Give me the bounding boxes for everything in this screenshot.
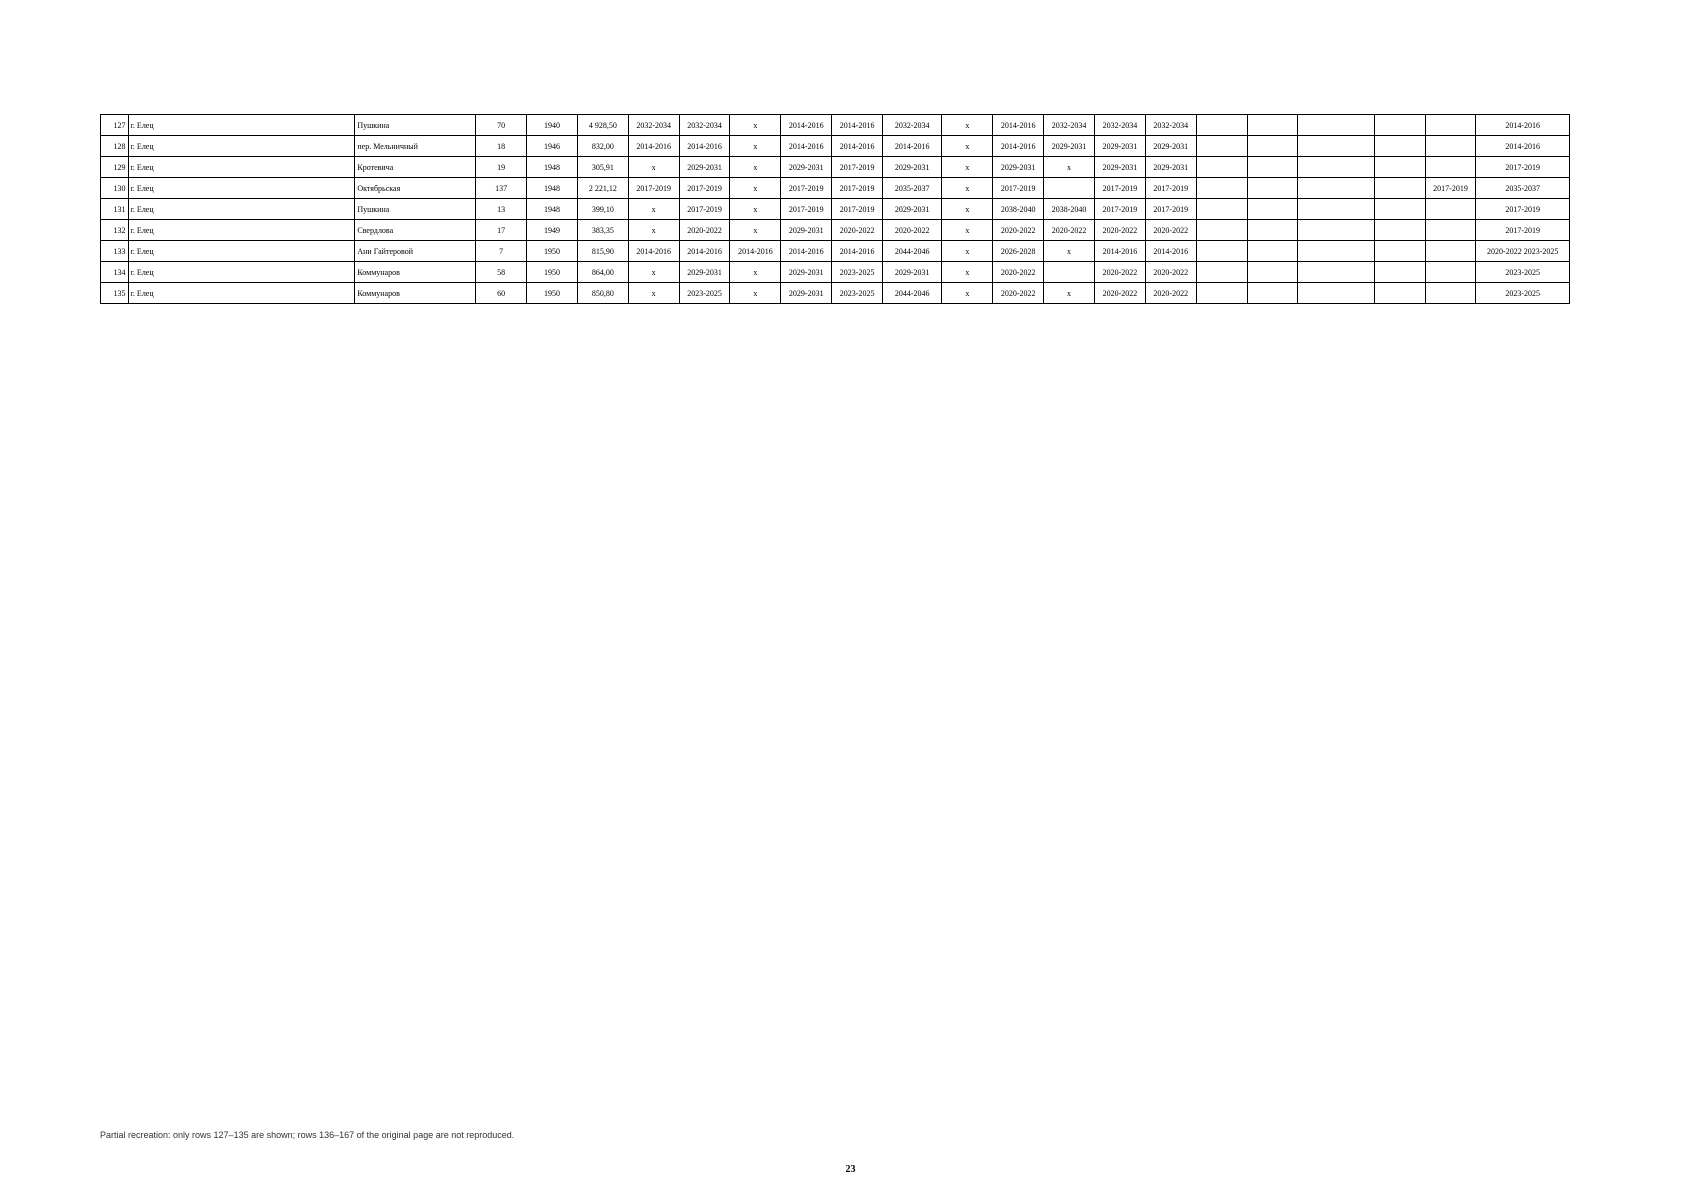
table-cell: 383,35 bbox=[577, 220, 628, 241]
table-cell: Ани Гайтеровой bbox=[355, 241, 476, 262]
table-cell: x bbox=[628, 199, 679, 220]
table-cell: 2017-2019 bbox=[832, 157, 883, 178]
table-cell: 2017-2019 bbox=[993, 178, 1044, 199]
table-cell bbox=[1425, 283, 1476, 304]
table-cell bbox=[1247, 241, 1298, 262]
table-row bbox=[101, 178, 1570, 199]
table-cell bbox=[1044, 178, 1095, 199]
table-cell: 2038-2040 bbox=[993, 199, 1044, 220]
table-cell bbox=[1196, 241, 1247, 262]
table-cell bbox=[1425, 136, 1476, 157]
table-cell: x bbox=[942, 220, 993, 241]
table-cell bbox=[1044, 262, 1095, 283]
table-cell: x bbox=[942, 283, 993, 304]
table-cell bbox=[1196, 136, 1247, 157]
table-cell: x bbox=[942, 262, 993, 283]
table-cell bbox=[1196, 262, 1247, 283]
table-cell bbox=[1425, 199, 1476, 220]
table-cell: 1948 bbox=[527, 157, 578, 178]
table-cell: 2017-2019 bbox=[1094, 178, 1145, 199]
table-cell: 2014-2016 bbox=[628, 136, 679, 157]
table-cell: x bbox=[1044, 241, 1095, 262]
table-cell bbox=[1298, 178, 1374, 199]
table-cell bbox=[1425, 157, 1476, 178]
table-cell: 832,00 bbox=[577, 136, 628, 157]
table-cell: 2023-2025 bbox=[832, 283, 883, 304]
table-cell: 2017-2019 bbox=[1145, 178, 1196, 199]
table-cell: x bbox=[942, 115, 993, 136]
table-cell: 2014-2016 bbox=[781, 115, 832, 136]
table-cell: 2029-2031 bbox=[883, 157, 942, 178]
table-cell: 2014-2016 bbox=[628, 241, 679, 262]
table-cell: 2017-2019 bbox=[1476, 199, 1570, 220]
table-cell: 2023-2025 bbox=[1476, 262, 1570, 283]
table-cell: Пушкина bbox=[355, 199, 476, 220]
table-cell: 2032-2034 bbox=[1044, 115, 1095, 136]
table-cell: 2029-2031 bbox=[993, 157, 1044, 178]
table-cell bbox=[1374, 157, 1425, 178]
table-cell: x bbox=[628, 157, 679, 178]
page-number: 23 bbox=[845, 1164, 856, 1175]
table-cell: 2020-2022 bbox=[832, 220, 883, 241]
table-cell: 7 bbox=[476, 241, 527, 262]
table-cell bbox=[1298, 157, 1374, 178]
building-register-table bbox=[100, 114, 1570, 304]
table-cell bbox=[1298, 241, 1374, 262]
table-cell: 2020-2022 bbox=[993, 283, 1044, 304]
table-cell: 1950 bbox=[527, 283, 578, 304]
table-cell bbox=[1196, 157, 1247, 178]
table-cell: 134 bbox=[101, 262, 129, 283]
table-cell: пер. Мельничный bbox=[355, 136, 476, 157]
table-cell: 2014-2016 bbox=[1476, 136, 1570, 157]
table-cell bbox=[1298, 262, 1374, 283]
table-cell: 131 bbox=[101, 199, 129, 220]
table-cell: 2020-2022 bbox=[883, 220, 942, 241]
table-cell: 2017-2019 bbox=[1476, 220, 1570, 241]
table-cell: 2 221,12 bbox=[577, 178, 628, 199]
table-cell: 2029-2031 bbox=[679, 262, 730, 283]
table-row bbox=[101, 115, 1570, 136]
table-cell: 2023-2025 bbox=[1476, 283, 1570, 304]
table-cell: x bbox=[730, 199, 781, 220]
table-cell: г. Елец bbox=[128, 199, 355, 220]
table-cell bbox=[1298, 283, 1374, 304]
table-cell: 2032-2034 bbox=[679, 115, 730, 136]
table-cell: 13 bbox=[476, 199, 527, 220]
table-cell: г. Елец bbox=[128, 136, 355, 157]
table-row bbox=[101, 262, 1570, 283]
table-cell: г. Елец bbox=[128, 283, 355, 304]
table-cell: 2014-2016 bbox=[781, 136, 832, 157]
table-cell: 2029-2031 bbox=[883, 262, 942, 283]
table-cell: x bbox=[730, 157, 781, 178]
table-cell: 2017-2019 bbox=[679, 199, 730, 220]
table-cell: 2029-2031 bbox=[781, 283, 832, 304]
table-cell: 2020-2022 2023-2025 bbox=[1476, 241, 1570, 262]
table-row bbox=[101, 220, 1570, 241]
table-cell: Коммунаров bbox=[355, 262, 476, 283]
table-cell: г. Елец bbox=[128, 241, 355, 262]
table-cell bbox=[1298, 115, 1374, 136]
table-cell: 2020-2022 bbox=[1145, 283, 1196, 304]
table-row bbox=[101, 136, 1570, 157]
table-cell bbox=[1196, 199, 1247, 220]
table-cell: 137 bbox=[476, 178, 527, 199]
table-cell: 2020-2022 bbox=[993, 262, 1044, 283]
table-cell: 2029-2031 bbox=[1094, 157, 1145, 178]
table-cell bbox=[1374, 115, 1425, 136]
table-cell: x bbox=[730, 178, 781, 199]
table-cell bbox=[1298, 199, 1374, 220]
table-cell: Октябрьская bbox=[355, 178, 476, 199]
table-cell: 2017-2019 bbox=[1425, 178, 1476, 199]
table-cell: Пушкина bbox=[355, 115, 476, 136]
table-cell: Свердлова bbox=[355, 220, 476, 241]
table-row bbox=[101, 283, 1570, 304]
table-cell: 2029-2031 bbox=[883, 199, 942, 220]
table-cell bbox=[1374, 262, 1425, 283]
table-cell: 2044-2046 bbox=[883, 283, 942, 304]
table-cell: 19 bbox=[476, 157, 527, 178]
table-cell: 2014-2016 bbox=[832, 241, 883, 262]
table-cell: 2020-2022 bbox=[993, 220, 1044, 241]
table-cell: x bbox=[730, 115, 781, 136]
table-cell bbox=[1374, 241, 1425, 262]
table-cell: 2014-2016 bbox=[1145, 241, 1196, 262]
table-cell bbox=[1247, 262, 1298, 283]
table-cell: 1949 bbox=[527, 220, 578, 241]
table-cell: 17 bbox=[476, 220, 527, 241]
table-cell bbox=[1374, 199, 1425, 220]
table-cell: 1946 bbox=[527, 136, 578, 157]
table-cell bbox=[1374, 220, 1425, 241]
table-cell: 2032-2034 bbox=[1094, 115, 1145, 136]
table-cell: x bbox=[942, 241, 993, 262]
table-cell: x bbox=[730, 136, 781, 157]
table-cell bbox=[1196, 283, 1247, 304]
table-cell: x bbox=[730, 283, 781, 304]
table-cell: 2017-2019 bbox=[628, 178, 679, 199]
table-cell: 18 bbox=[476, 136, 527, 157]
table-cell: 2014-2016 bbox=[679, 241, 730, 262]
table-cell: 2017-2019 bbox=[781, 178, 832, 199]
table-cell bbox=[1425, 262, 1476, 283]
table-cell: 58 bbox=[476, 262, 527, 283]
table-cell bbox=[1247, 136, 1298, 157]
table-cell: г. Елец bbox=[128, 115, 355, 136]
table-cell: 2020-2022 bbox=[1044, 220, 1095, 241]
table-cell: 135 bbox=[101, 283, 129, 304]
table-cell: 2035-2037 bbox=[883, 178, 942, 199]
table-cell: 2017-2019 bbox=[1094, 199, 1145, 220]
table-cell: 815,90 bbox=[577, 241, 628, 262]
table-cell: 2014-2016 bbox=[679, 136, 730, 157]
table-cell: 2029-2031 bbox=[1044, 136, 1095, 157]
table-cell: 305,91 bbox=[577, 157, 628, 178]
table-cell: 2032-2034 bbox=[628, 115, 679, 136]
table-cell: 399,10 bbox=[577, 199, 628, 220]
table-cell: 129 bbox=[101, 157, 129, 178]
table-cell: 1948 bbox=[527, 199, 578, 220]
table-cell: г. Елец bbox=[128, 157, 355, 178]
table-cell: 2017-2019 bbox=[832, 199, 883, 220]
table-cell: 1948 bbox=[527, 178, 578, 199]
table-cell: 2029-2031 bbox=[781, 157, 832, 178]
table-cell: 2026-2028 bbox=[993, 241, 1044, 262]
table-cell bbox=[1247, 199, 1298, 220]
table-cell bbox=[1247, 157, 1298, 178]
table-cell bbox=[1196, 115, 1247, 136]
table-cell bbox=[1247, 115, 1298, 136]
table-cell: г. Елец bbox=[128, 178, 355, 199]
table-cell: 2020-2022 bbox=[1145, 262, 1196, 283]
table-cell: 4 928,50 bbox=[577, 115, 628, 136]
table-cell: 2020-2022 bbox=[679, 220, 730, 241]
table-cell bbox=[1425, 220, 1476, 241]
table-cell: 2014-2016 bbox=[1476, 115, 1570, 136]
table-cell: Кротевича bbox=[355, 157, 476, 178]
table-cell: 127 bbox=[101, 115, 129, 136]
table-cell: г. Елец bbox=[128, 220, 355, 241]
table-cell: 2044-2046 bbox=[883, 241, 942, 262]
table-body bbox=[101, 115, 1570, 304]
table-cell bbox=[1196, 178, 1247, 199]
table-cell bbox=[1374, 178, 1425, 199]
table-cell: 1940 bbox=[527, 115, 578, 136]
table-cell bbox=[1425, 115, 1476, 136]
table-cell: 2020-2022 bbox=[1094, 283, 1145, 304]
table-cell: x bbox=[942, 157, 993, 178]
table-cell bbox=[1298, 220, 1374, 241]
table-cell: 2029-2031 bbox=[1145, 136, 1196, 157]
table-cell bbox=[1196, 220, 1247, 241]
table-cell: 2017-2019 bbox=[679, 178, 730, 199]
table-cell: 2017-2019 bbox=[1476, 157, 1570, 178]
table-cell bbox=[1425, 241, 1476, 262]
table-cell: 128 bbox=[101, 136, 129, 157]
table-cell: 2014-2016 bbox=[832, 115, 883, 136]
table-cell: x bbox=[628, 262, 679, 283]
table-cell: 60 bbox=[476, 283, 527, 304]
table-cell: 864,00 bbox=[577, 262, 628, 283]
table-cell: 2017-2019 bbox=[781, 199, 832, 220]
table-cell bbox=[1374, 136, 1425, 157]
table-cell: 2032-2034 bbox=[883, 115, 942, 136]
table-cell: x bbox=[1044, 157, 1095, 178]
table-cell: 2029-2031 bbox=[679, 157, 730, 178]
table-cell bbox=[1247, 220, 1298, 241]
table-cell: 2014-2016 bbox=[993, 136, 1044, 157]
table-cell bbox=[1374, 283, 1425, 304]
table-cell: x bbox=[628, 283, 679, 304]
table-cell: 2029-2031 bbox=[781, 220, 832, 241]
table-cell: 2029-2031 bbox=[781, 262, 832, 283]
table-cell: x bbox=[730, 262, 781, 283]
table-cell bbox=[1247, 178, 1298, 199]
table-row bbox=[101, 199, 1570, 220]
table-row bbox=[101, 157, 1570, 178]
table-cell: 132 bbox=[101, 220, 129, 241]
table-cell: 2017-2019 bbox=[832, 178, 883, 199]
table-cell: 2020-2022 bbox=[1094, 220, 1145, 241]
partial-recreation-note: Partial recreation: only rows 127–135 are shown; rows 136–167 of the original page are not reproduced. bbox=[100, 1130, 515, 1140]
table-cell: 2017-2019 bbox=[1145, 199, 1196, 220]
table-cell: 2029-2031 bbox=[1094, 136, 1145, 157]
table-cell: 2020-2022 bbox=[1094, 262, 1145, 283]
table-cell: x bbox=[628, 220, 679, 241]
table-cell: 1950 bbox=[527, 241, 578, 262]
table-cell bbox=[1247, 283, 1298, 304]
table-cell: 2014-2016 bbox=[781, 241, 832, 262]
table-cell: x bbox=[730, 220, 781, 241]
table-cell: 2014-2016 bbox=[832, 136, 883, 157]
table-cell: 130 bbox=[101, 178, 129, 199]
table-cell: 1950 bbox=[527, 262, 578, 283]
table-cell: г. Елец bbox=[128, 262, 355, 283]
table-cell: 2014-2016 bbox=[883, 136, 942, 157]
table-cell: 2023-2025 bbox=[679, 283, 730, 304]
table-cell: x bbox=[1044, 283, 1095, 304]
table-cell: 2020-2022 bbox=[1145, 220, 1196, 241]
table-cell: 850,80 bbox=[577, 283, 628, 304]
table-cell: Коммунаров bbox=[355, 283, 476, 304]
table-cell: 2023-2025 bbox=[832, 262, 883, 283]
table-cell: 2014-2016 bbox=[1094, 241, 1145, 262]
table-cell: 70 bbox=[476, 115, 527, 136]
table-cell: x bbox=[942, 136, 993, 157]
table-cell: 2014-2016 bbox=[993, 115, 1044, 136]
table-cell: 2029-2031 bbox=[1145, 157, 1196, 178]
table-cell: 2035-2037 bbox=[1476, 178, 1570, 199]
register-sheet bbox=[100, 114, 1570, 304]
table-cell bbox=[1298, 136, 1374, 157]
table-cell: 2014-2016 bbox=[730, 241, 781, 262]
table-cell: 133 bbox=[101, 241, 129, 262]
table-cell: x bbox=[942, 178, 993, 199]
table-cell: 2032-2034 bbox=[1145, 115, 1196, 136]
table-cell: x bbox=[942, 199, 993, 220]
table-cell: 2038-2040 bbox=[1044, 199, 1095, 220]
table-row bbox=[101, 241, 1570, 262]
